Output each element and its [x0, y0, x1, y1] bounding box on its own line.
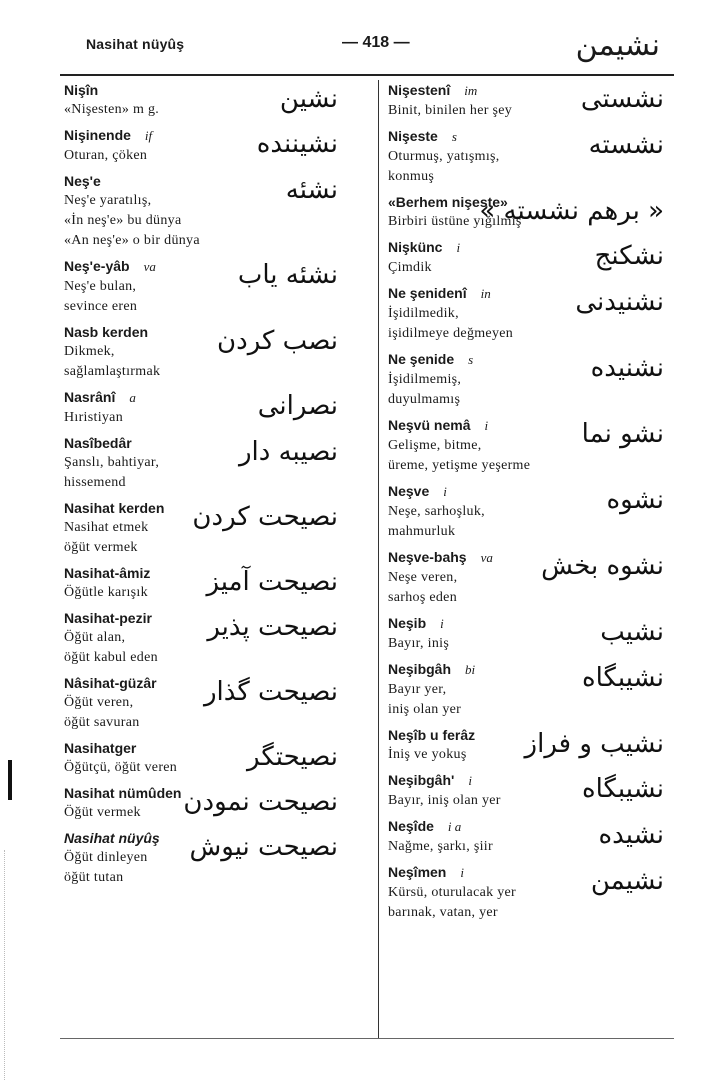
grammar-tag: s	[468, 352, 474, 367]
entry-definition: barınak, vatan, yer	[388, 905, 498, 920]
grammar-tag: s	[451, 129, 457, 144]
entry-definition: öğüt vermek	[64, 540, 138, 555]
dictionary-entry	[64, 563, 344, 603]
entry-arabic-script: نشيبگاه	[581, 663, 664, 693]
headword-text: Nasihat nüyûş	[64, 830, 160, 846]
entry-definition: üreme, yetişme yeşerme	[388, 458, 531, 473]
entry-arabic-script: نشيمن	[590, 866, 664, 896]
running-head-arabic: نشيمن	[575, 28, 660, 63]
entry-arabic-script: نشوه	[606, 485, 664, 515]
headword-text: Nasîbedâr	[64, 435, 132, 451]
dictionary-entry	[388, 80, 670, 121]
entry-definition: Bayır, iniş olan yer	[388, 793, 501, 808]
headword-text: Nasb kerden	[64, 324, 149, 340]
entry-arabic-script: نشوه بخش	[541, 551, 664, 581]
entry-definition: «İn neş'e» bu dünya	[64, 213, 182, 228]
entry-arabic-script: نصيحت پذير	[207, 612, 338, 642]
dictionary-entry	[388, 192, 670, 232]
entry-definition: sevince eren	[64, 299, 138, 314]
page-header	[62, 28, 670, 68]
dictionary-entry	[64, 608, 344, 668]
entry-arabic-script: « برهم نشسته »	[479, 196, 664, 226]
entry-arabic-script: نشيب	[600, 617, 664, 647]
entry-definition: mahmurluk	[388, 524, 456, 539]
entry-definition: Kürsü, oturulacak yer	[388, 885, 516, 900]
headword-text: Neşve-bahş	[388, 549, 467, 565]
entry-definition: İniş ve yokuş	[388, 747, 467, 762]
entry-definition: Öğüt veren,	[64, 695, 134, 710]
entry-definition: Öğüt dinleyen	[64, 850, 148, 865]
left-column	[64, 80, 344, 893]
grammar-tag: i	[468, 773, 472, 788]
headword-text: «Berhem nişeste»	[388, 194, 508, 210]
headword-text: Nasihatger	[64, 740, 137, 756]
entry-definition: sarhoş eden	[388, 590, 458, 605]
dictionary-entry	[64, 738, 344, 778]
entry-definition: «Nişesten» m g.	[64, 102, 160, 117]
entry-definition: Hıristiyan	[64, 410, 123, 425]
headword-text: Neşîmen	[388, 864, 447, 880]
dictionary-entry	[64, 673, 344, 733]
dictionary-entry	[388, 415, 670, 476]
entry-definition: Neş'e bulan,	[64, 279, 137, 294]
entry-arabic-script: نشسته	[588, 130, 664, 160]
dictionary-entry	[388, 862, 670, 923]
entry-arabic-script: نشين	[279, 84, 338, 114]
headword-text: Neşib	[388, 615, 427, 631]
grammar-tag: i	[440, 616, 444, 631]
dictionary-entry	[388, 237, 670, 278]
dictionary-entry	[388, 613, 670, 654]
entry-arabic-script: نشنيده	[590, 353, 664, 383]
dictionary-entry	[64, 171, 344, 251]
dictionary-entry	[388, 816, 670, 857]
headword-text: Nişeste	[388, 128, 438, 144]
entry-definition: İşidilmemiş,	[388, 372, 462, 387]
entry-arabic-script: نشئه	[285, 175, 338, 205]
headword-text: Neşibgâh	[388, 661, 452, 677]
grammar-tag: bi	[465, 662, 476, 677]
headword-text: Nişestenî	[388, 82, 451, 98]
entry-definition: «An neş'e» o bir dünya	[64, 233, 200, 248]
entry-definition: hissemend	[64, 475, 126, 490]
headword-text: Nasihat nümûden	[64, 785, 182, 801]
entry-arabic-script: نصيحت گذار	[203, 677, 338, 707]
entry-definition: Nağme, şarkı, şiir	[388, 839, 493, 854]
entry-definition: Bayır yer,	[388, 682, 447, 697]
headword-text: Neşibgâh'	[388, 772, 455, 788]
headword-text: Nasihat kerden	[64, 500, 165, 516]
headword-text: Nişinende	[64, 127, 131, 143]
entry-definition: Oturan, çöken	[64, 148, 148, 163]
entry-definition: Öğüt vermek	[64, 805, 141, 820]
headword-text: Nasihat-âmiz	[64, 565, 151, 581]
bottom-rule	[60, 1038, 674, 1039]
entry-definition: Neşe veren,	[388, 570, 458, 585]
page-number: — 418 —	[342, 34, 410, 51]
entry-arabic-script: نصيحت نيوش	[189, 832, 338, 862]
entry-arabic-script: نصيحت كردن	[192, 502, 338, 532]
entry-definition: Bayır, iniş	[388, 636, 450, 651]
entry-arabic-script: نصب كردن	[217, 326, 338, 356]
dictionary-entry	[388, 481, 670, 542]
entry-definition: Binit, binilen her şey	[388, 103, 513, 118]
dictionary-entry	[64, 433, 344, 493]
grammar-tag: if	[144, 128, 153, 143]
right-column	[388, 80, 670, 928]
grammar-tag: i a	[447, 819, 462, 834]
entry-arabic-script: نشيده	[598, 820, 664, 850]
entry-definition: konmuş	[388, 169, 435, 184]
dictionary-entry	[64, 80, 344, 120]
entry-definition: Birbiri üstüne yığılmış	[388, 214, 522, 229]
grammar-tag: i	[456, 240, 461, 255]
headword-text: Neşîde	[388, 818, 434, 834]
entry-definition: duyulmamış	[388, 392, 461, 407]
grammar-tag: a	[129, 390, 136, 405]
dictionary-entry	[64, 125, 344, 166]
entry-arabic-script: نشيب و فراز	[524, 729, 664, 759]
header-rule	[60, 74, 674, 76]
entry-arabic-script: نشيبگاه	[581, 774, 664, 804]
entry-definition: İşidilmedik,	[388, 306, 459, 321]
grammar-tag: i	[443, 484, 447, 499]
entry-definition: Öğütle karışık	[64, 585, 148, 600]
entry-definition: öğüt savuran	[64, 715, 140, 730]
dictionary-entry	[388, 659, 670, 720]
entry-definition: Dikmek,	[64, 344, 115, 359]
grammar-tag: i	[460, 865, 464, 880]
entry-definition: iniş olan yer	[388, 702, 462, 717]
entry-definition: Oturmuş, yatışmış,	[388, 149, 500, 164]
dictionary-entry	[64, 498, 344, 558]
dictionary-entry	[388, 725, 670, 765]
headword-text: Ne şenidenî	[388, 285, 467, 301]
dictionary-entry	[388, 547, 670, 608]
headword-text: Neşvü nemâ	[388, 417, 471, 433]
entry-arabic-script: نشيننده	[256, 129, 338, 159]
dictionary-entry	[64, 256, 344, 317]
entry-arabic-script: نشو نما	[581, 419, 664, 449]
entry-definition: Çimdik	[388, 260, 432, 275]
headword-text: Nâsihat-güzâr	[64, 675, 157, 691]
entry-arabic-script: نصيبه دار	[238, 437, 338, 467]
margin-dots	[4, 850, 8, 1080]
headword-text: Neşîb u ferâz	[388, 727, 476, 743]
entry-definition: Neşe, sarhoşluk,	[388, 504, 485, 519]
grammar-tag: va	[143, 259, 156, 274]
entry-arabic-script: نصيحت نمودن	[183, 787, 338, 817]
dictionary-entry	[64, 828, 344, 888]
grammar-tag: va	[480, 550, 493, 565]
dictionary-entry	[64, 387, 344, 428]
entry-definition: Neş'e yaratılış,	[64, 193, 152, 208]
headword-text: Nasihat-pezir	[64, 610, 152, 626]
entry-definition: Öğüt alan,	[64, 630, 126, 645]
entry-arabic-script: نصيحتگر	[247, 742, 338, 772]
dictionary-entry	[388, 770, 670, 811]
dictionary-entry	[388, 126, 670, 187]
entry-definition: Öğütçü, öğüt veren	[64, 760, 178, 775]
dictionary-entry	[64, 322, 344, 382]
entry-definition: öğüt kabul eden	[64, 650, 158, 665]
grammar-tag: i	[484, 418, 489, 433]
entry-arabic-script: نصرانى	[257, 391, 338, 421]
dictionary-entry	[388, 349, 670, 410]
dictionary-entry	[64, 783, 344, 823]
entry-definition: Nasihat etmek	[64, 520, 149, 535]
entry-arabic-script: نشكنج	[594, 241, 664, 271]
headword-text: Ne şenide	[388, 351, 455, 367]
headword-text: Nişkünc	[388, 239, 443, 255]
entry-arabic-script: نشئه ياب	[237, 260, 338, 290]
entry-definition: sağlamlaştırmak	[64, 364, 161, 379]
entry-definition: Şanslı, bahtiyar,	[64, 455, 160, 470]
entry-definition: öğüt tutan	[64, 870, 124, 885]
headword-text: Neşve	[388, 483, 430, 499]
dictionary-entry	[388, 283, 670, 344]
grammar-tag: in	[480, 286, 491, 301]
headword-text: Neş'e	[64, 173, 101, 189]
running-head: Nasihat nüyûş	[86, 36, 185, 52]
entry-arabic-script: نصيحت آميز	[206, 567, 338, 597]
grammar-tag: im	[464, 83, 478, 98]
margin-mark	[8, 760, 12, 800]
entry-arabic-script: نشستى	[580, 84, 664, 114]
headword-text: Neş'e-yâb	[64, 258, 130, 274]
headword-text: Nasrânî	[64, 389, 116, 405]
headword-text: Nişîn	[64, 82, 99, 98]
entry-definition: işidilmeye değmeyen	[388, 326, 514, 341]
entry-definition: Gelişme, bitme,	[388, 438, 482, 453]
entry-arabic-script: نشنيدنى	[575, 287, 664, 317]
column-divider	[378, 80, 379, 1038]
